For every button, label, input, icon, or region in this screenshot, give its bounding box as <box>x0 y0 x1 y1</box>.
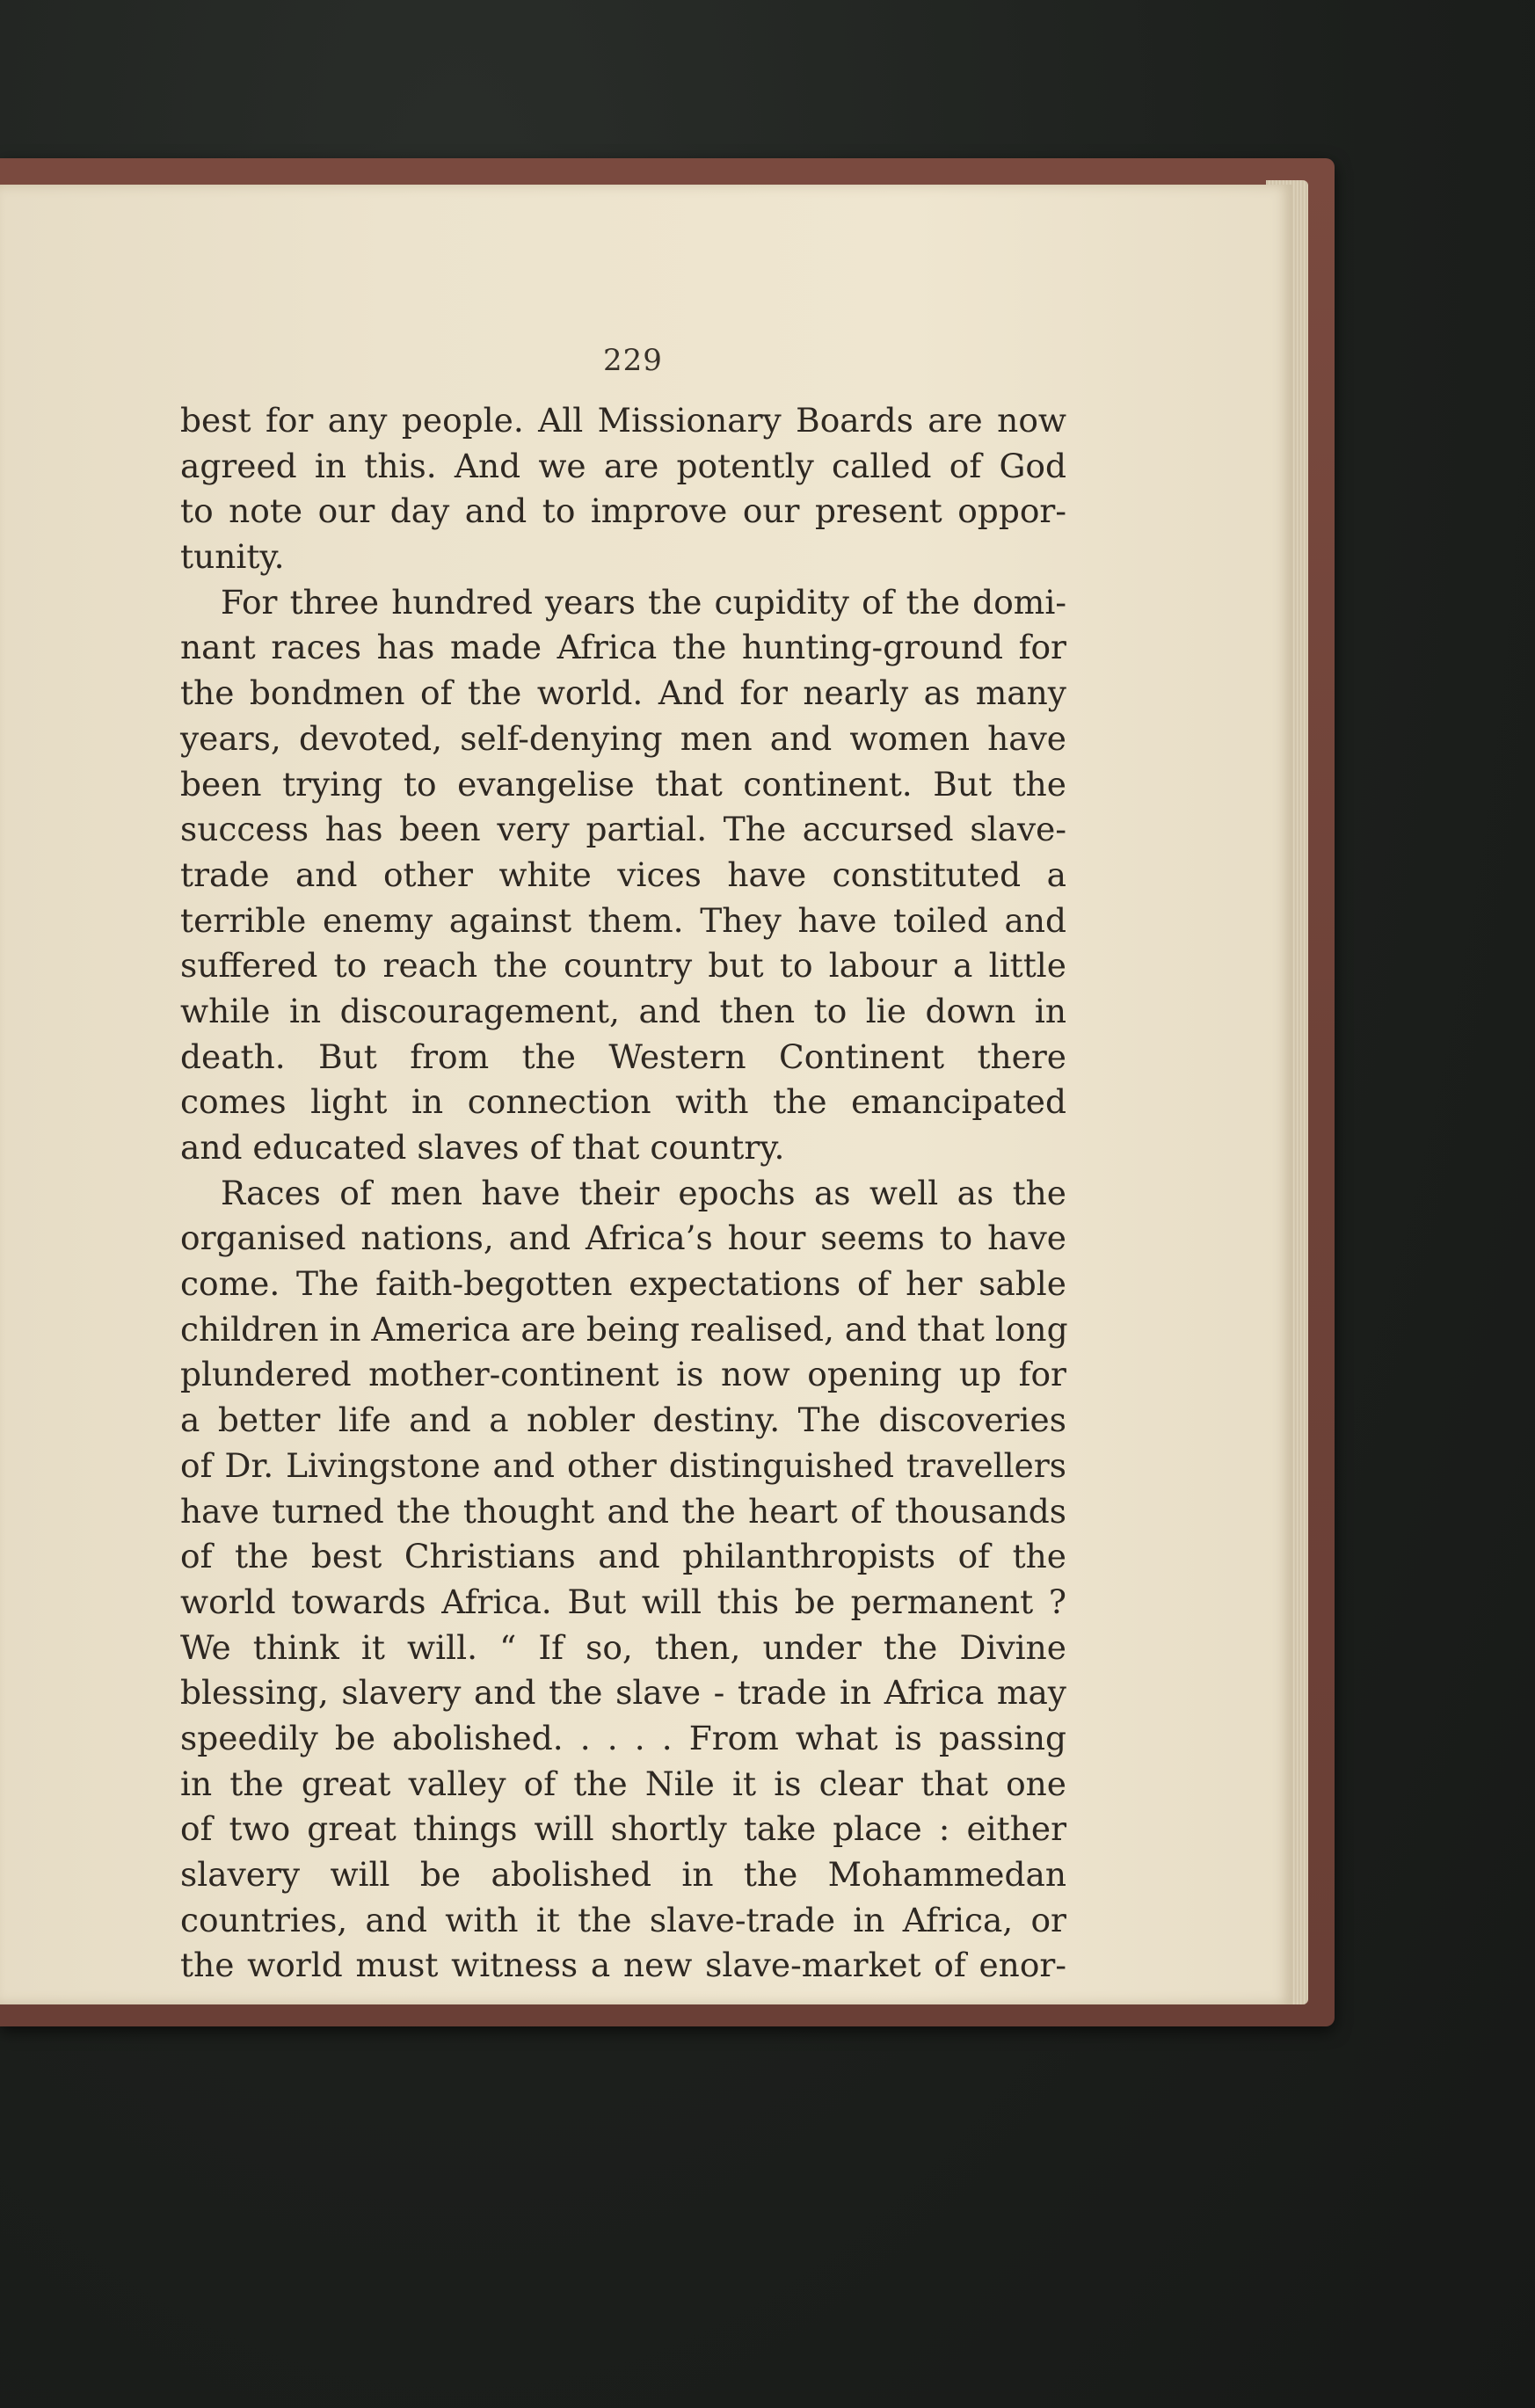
text-line: world towards Africa. But will this be permanent ? <box>180 1582 1066 1621</box>
paragraph-start-line: For three hundred years the cupidity of the domi- <box>221 582 1066 622</box>
text-line: best for any people. All Missionary Boards are now <box>180 401 1066 440</box>
text-line: of two great things will shortly take place : either <box>180 1809 1066 1849</box>
text-line: the world must witness a new slave-market of enor- <box>180 1946 1066 1985</box>
text-line: We think it will. “ If so, then, under the Divine <box>180 1627 1066 1667</box>
text-line: blessing, slavery and the slave - trade in Africa may <box>180 1673 1066 1713</box>
paragraph-start-line: Races of men have their epochs as well as the <box>221 1173 1066 1212</box>
text-line: been trying to evangelise that continent. But the <box>180 764 1066 804</box>
text-line: terrible enemy against them. They have toiled and <box>180 900 1066 940</box>
text-line: the bondmen of the world. And for nearly as many <box>180 673 1066 713</box>
text-line: agreed in this. And we are potently called of God <box>180 446 1066 485</box>
text-line: speedily be abolished. . . . . From what is passing <box>180 1718 1066 1757</box>
text-line: countries, and with it the slave-trade in Africa, or <box>180 1900 1066 1939</box>
text-line: years, devoted, self-denying men and women have <box>180 718 1066 758</box>
text-line: have turned the thought and the heart of thousands <box>180 1491 1066 1531</box>
text-line: while in discouragement, and then to lie down in <box>180 991 1066 1030</box>
text-line: comes light in connection with the emancipated <box>180 1082 1066 1122</box>
text-line: death. But from the Western Continent there <box>180 1037 1066 1076</box>
text-line: success has been very partial. The accursed slave- <box>180 810 1066 849</box>
page-number: 229 <box>603 343 663 378</box>
text-line: of Dr. Livingstone and other distinguished travellers <box>180 1445 1066 1485</box>
text-line: to note our day and to improve our present oppor- <box>180 491 1066 531</box>
text-line: and educated slaves of that country. <box>180 1128 785 1167</box>
page-text <box>180 398 1066 1989</box>
text-line: suffered to reach the country but to labour a little <box>180 946 1066 986</box>
text-line: plundered mother-continent is now opening up for <box>180 1355 1066 1394</box>
text-line: in the great valley of the Nile it is clear that one <box>180 1764 1066 1803</box>
text-line: a better life and a nobler destiny. The discoveries <box>180 1400 1066 1440</box>
text-line: trade and other white vices have constituted a <box>180 855 1066 894</box>
text-line: of the best Christians and philanthropists of the <box>180 1537 1066 1576</box>
text-line: come. The faith-begotten expectations of her sable <box>180 1264 1066 1304</box>
text-line: organised nations, and Africa’s hour seems to have <box>180 1219 1066 1258</box>
text-line: nant races has made Africa the hunting-ground for <box>180 628 1066 667</box>
text-line: children in America are being realised, and that long <box>180 1309 1068 1349</box>
book-page <box>0 185 1292 2004</box>
text-line: tunity. <box>180 537 285 577</box>
text-line: slavery will be abolished in the Mohammedan <box>180 1855 1066 1894</box>
